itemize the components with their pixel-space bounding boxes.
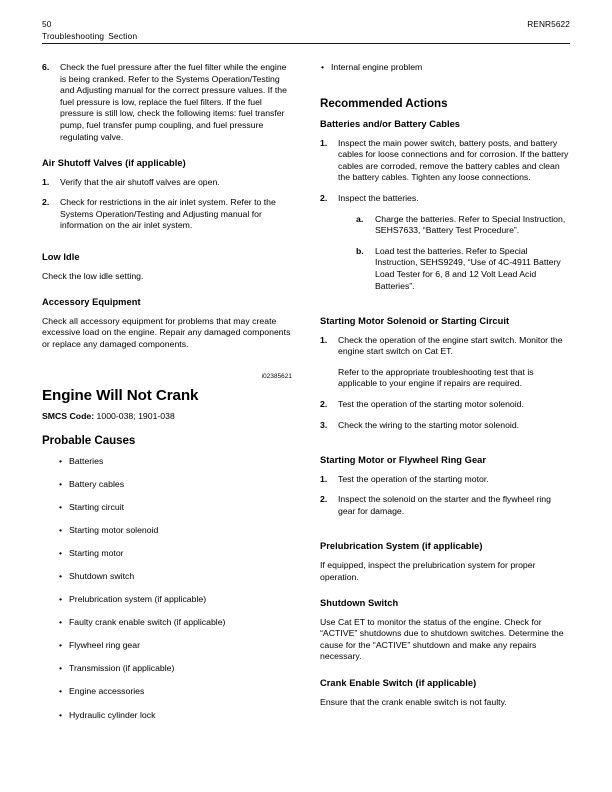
publication-id: RENR5622 [527, 19, 570, 29]
document-id: i02385621 [261, 373, 292, 381]
left-column [42, 62, 292, 730]
list-marker: 1. [320, 137, 328, 148]
heading-probable-causes: Probable Causes [42, 434, 136, 447]
list-item [42, 548, 292, 560]
bullet-icon: • [59, 524, 63, 535]
list-item [42, 197, 292, 232]
bullet-icon: • [59, 640, 63, 651]
list-item [42, 177, 292, 189]
right-column [320, 62, 570, 717]
list-marker: 2. [320, 192, 328, 203]
list-item [42, 525, 292, 537]
list-item [320, 474, 570, 486]
list-text: Starting motor [69, 547, 124, 558]
list-text: Starting circuit [69, 501, 125, 512]
air-shutoff-step-list [42, 177, 292, 232]
smcs-label: SMCS Code: [42, 411, 95, 422]
list-text: Check the operation of the engine start switch. Monitor the engine start switch on Cat ET. [338, 334, 563, 357]
step-continuation-text: Refer to the appropriate troubleshooting test that is applicable to your engine if repairs are required. [338, 366, 534, 389]
list-marker: 2. [42, 197, 50, 208]
list-text: Transmission (if applicable) [69, 663, 175, 674]
bullet-icon: • [59, 617, 63, 628]
list-text: Shutdown switch [69, 570, 135, 581]
heading-air-shutoff-valves: Air Shutoff Valves (if applicable) [42, 158, 186, 169]
list-item [42, 62, 292, 143]
bullet-icon: • [59, 594, 63, 605]
list-item [42, 594, 292, 606]
list-marker: 3. [320, 419, 328, 430]
smcs-value: 1000-038; 1901-038 [96, 411, 175, 422]
heading-prelubrication-system: Prelubrication System (if applicable) [320, 541, 483, 552]
heading-low-idle: Low Idle [42, 252, 80, 263]
smcs-code-line [42, 411, 292, 423]
page-number: 50 [42, 19, 52, 29]
list-text: Flywheel ring gear [69, 640, 140, 651]
bullet-icon: • [59, 455, 63, 466]
spacer [42, 359, 292, 373]
prelubrication-text: If equipped, inspect the prelubrication system for proper operation. [320, 559, 536, 582]
list-marker: 1. [320, 334, 328, 345]
probable-causes-continued-list [320, 62, 570, 74]
list-text: Test the operation of the starting motor. [338, 473, 489, 484]
list-item [42, 502, 292, 514]
list-item [356, 246, 570, 292]
bullet-icon: • [59, 547, 63, 558]
list-text: Inspect the solenoid on the starter and the flywheel ring gear for damage. [338, 494, 551, 516]
heading-starting-motor-solenoid: Starting Motor Solenoid or Starting Circuit [320, 316, 510, 327]
list-text: Prelubrication system (if applicable) [69, 594, 207, 605]
bullet-icon: • [59, 709, 63, 720]
shutdown-switch-text: Use Cat ET to monitor the status of the engine. Check for “ACTIVE” shutdowns due to shutdown switches. Determine the cause for the “ACTIVE” shutdown and make any repairs necessary. [320, 616, 564, 662]
crank-enable-switch-text: Ensure that the crank enable switch is not faulty. [320, 696, 507, 707]
list-item [356, 214, 570, 237]
list-item [320, 62, 570, 74]
list-marker: a. [356, 213, 364, 224]
bullet-icon: • [59, 570, 63, 581]
heading-crank-enable-switch: Crank Enable Switch (if applicable) [320, 678, 477, 689]
spacer [320, 301, 570, 315]
heading-shutdown-switch: Shutdown Switch [320, 598, 399, 609]
list-marker: 1. [320, 473, 328, 484]
accessory-equipment-text: Check all accessory equipment for problems that may create excessive load on the engine. Repair any damaged components or replace any damaged components. [42, 315, 291, 349]
list-marker: 2. [320, 399, 328, 409]
running-head [42, 18, 570, 44]
list-text: Check the wiring to the starting motor solenoid. [338, 419, 520, 430]
list-item [320, 138, 570, 184]
heading-recommended-actions: Recommended Actions [320, 96, 448, 110]
list-marker: b. [356, 245, 364, 256]
list-text: Charge the batteries. Refer to Special Instruction, SEHS7633, “Battery Test Procedure”. [375, 213, 566, 236]
heading-starting-motor-flywheel-ring-gear: Starting Motor or Flywheel Ring Gear [320, 455, 487, 466]
list-item [320, 420, 570, 432]
bullet-icon: • [321, 62, 325, 72]
ring-gear-step-list [320, 474, 570, 518]
list-text: Test the operation of the starting motor solenoid. [338, 399, 524, 409]
list-text: Check for restrictions in the air inlet system. Refer to the Systems Operation/Testing and Adjusting manual for information on the air inlet system. [60, 197, 276, 231]
heading-batteries-and-battery-cables: Batteries and/or Battery Cables [320, 119, 461, 130]
list-text: Engine accessories [69, 686, 145, 697]
list-text: Faulty crank enable switch (if applicable) [69, 617, 226, 628]
list-text: Battery cables [69, 478, 125, 489]
list-text: Inspect the batteries. [338, 192, 419, 203]
list-item [42, 571, 292, 583]
list-item [42, 686, 292, 698]
bullet-icon: • [59, 686, 63, 697]
heading-accessory-equipment: Accessory Equipment [42, 297, 141, 308]
list-item [42, 640, 292, 652]
list-item [42, 710, 292, 722]
section-name: Troubleshooting Section [42, 31, 138, 41]
list-text: Check the fuel pressure after the fuel filter while the engine is being cranked. Refer to the Systems Operation/Testing and Adjusting manual for the correct pressure values. If the fuel pressure is low, replace the fuel filters. If the fuel pressure is still low, check the following items: fuel transfer pump, fuel transfer pump coupling, and fuel pressure regulating valve. [60, 62, 287, 142]
list-text: Starting motor solenoid [69, 524, 159, 535]
list-item [42, 456, 292, 468]
list-text: Verify that the air shutoff valves are open. [60, 176, 220, 187]
probable-causes-list [42, 456, 292, 722]
header-rule [42, 43, 570, 44]
substep-container [338, 214, 570, 293]
list-text: Batteries [69, 455, 104, 466]
fuel-pressure-step-list [42, 62, 292, 143]
list-item [42, 479, 292, 491]
list-text: Load test the batteries. Refer to Special Instruction, SEHS9249, “Use of 4C‑4911 Battery Load Tester for 6, 8 and 12 Volt Lead Acid Batteries”. [375, 245, 561, 291]
bullet-icon: • [59, 663, 63, 674]
spacer [42, 241, 292, 251]
list-item [320, 335, 570, 390]
list-item [320, 399, 570, 411]
list-item [320, 193, 570, 292]
low-idle-text: Check the low idle setting. [42, 270, 144, 281]
bullet-icon: • [59, 501, 63, 512]
list-marker: 2. [320, 494, 328, 505]
list-text: Hydraulic cylinder lock [69, 709, 156, 720]
list-item [320, 494, 570, 517]
batteries-substep-list [356, 214, 570, 293]
spacer [320, 526, 570, 540]
solenoid-step-list [320, 335, 570, 432]
page-title: Engine Will Not Crank [42, 387, 199, 405]
spacer [320, 83, 570, 97]
list-item [42, 663, 292, 675]
batteries-step-list [320, 138, 570, 293]
spacer [320, 440, 570, 454]
bullet-icon: • [59, 478, 63, 489]
list-marker: 6. [42, 62, 50, 72]
list-item [42, 617, 292, 629]
list-marker: 1. [42, 176, 50, 187]
list-text: Internal engine problem [331, 62, 423, 72]
list-text: Inspect the main power switch, battery posts, and battery cables for loose connections and for corrosion. If the battery cables are corroded, remove the battery cables and clean the battery cables. Tighten any loose connections. [338, 137, 569, 183]
body-columns [42, 62, 570, 762]
